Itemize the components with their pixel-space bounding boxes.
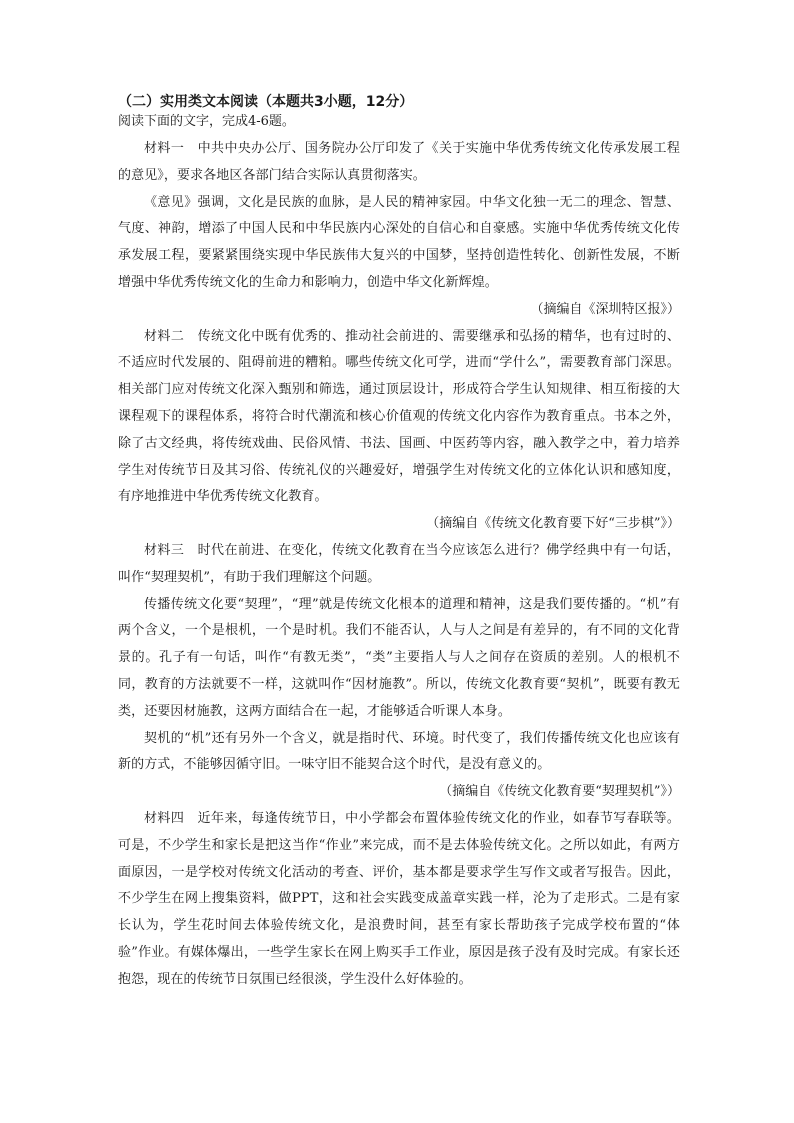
section-instruction: 阅读下面的文字，完成4-6题。 (118, 114, 295, 129)
material-3 (118, 538, 680, 806)
material-3-paragraph-2: 传播传统文化要“契理”，“理”就是传统文化根本的道理和精神，这是我们要传播的。“机”有两个含义，一个是根机，一个是时机。我们不能否认，人与人之间是有差异的，有不同的文化背景的。孔子有一句话，叫作“有教无类”，“类”主要指人与人之间存在资质的差别。人的根机不同，教育的方法就要不一样，这就叫作“因材施教”。所以，传统文化教育要“契机”，既要有教无类，还要因材施教，这两方面结合在一起，才能够适合听课人本身。 (118, 596, 680, 719)
material-2 (118, 324, 680, 538)
material-2-source: （摘编自《传统文化教育要下好“三步棋”》） (426, 516, 680, 532)
material-4 (118, 806, 680, 994)
material-1-source: （摘编自《深圳特区报》） (530, 301, 680, 317)
material-3-source: （摘编自《传统文化教育要“契理契机”》） (439, 784, 680, 800)
material-3-paragraph-1: 材料三 时代在前进、在变化，传统文化教育在当今应该怎么进行？佛学经典中有一句话，叫作“契理契机”，有助于我们理解这个问题。 (118, 542, 680, 585)
material-2-paragraph-1: 材料二 传统文化中既有优秀的、推动社会前进的、需要继承和弘扬的精华，也有过时的、不适应时代发展的、阻碍前进的糟粕。哪些传统文化可学，进而“学什么”，需要教育部门深思。相关部门应对传统文化深入甄别和筛选，通过顶层设计，形成符合学生认知规律、相互衔接的大课程观下的课程体系，将符合时代潮流和核心价值观的传统文化内容作为教育重点。书本之外，除了古文经典，将传统戏曲、民俗风情、书法、国画、中医药等内容，融入教学之中，着力培养学生对传统节日及其习俗、传统礼仪的兴趣爱好，增强学生对传统文化的立体化认识和感知度，有序地推进中华优秀传统文化教育。 (118, 328, 680, 505)
material-1-paragraph-2: 《意见》强调，文化是民族的血脉，是人民的精神家园。中华文化独一无二的理念、智慧、气度、神韵，增添了中国人民和中华民族内心深处的自信心和自豪感。实施中华优秀传统文化传承发展工程，要紧紧围绕实现中华民族伟大复兴的中国梦，坚持创造性转化、创新性发展，不断增强中华优秀传统文化的生命力和影响力，创造中华文化新辉煌。 (118, 194, 680, 290)
reading-section (118, 92, 680, 994)
material-3-paragraph-3: 契机的“机”还有另外一个含义，就是指时代、环境。时代变了，我们传播传统文化也应该有新的方式，不能够因循守旧。一味守旧不能契合这个时代，是没有意义的。 (118, 730, 680, 773)
material-1-paragraph-1: 材料一 中共中央办公厅、国务院办公厅印发了《关于实施中华优秀传统文化传承发展工程的意见》，要求各地区各部门结合实际认真贯彻落实。 (118, 141, 680, 183)
section-heading: （二）实用类文本阅读（本题共3小题，12分） (118, 94, 414, 110)
material-4-paragraph-1: 材料四 近年来，每逢传统节日，中小学都会布置体验传统文化的作业，如春节写春联等。可是，不少学生和家长是把这当作“作业”来完成，而不是去体验传统文化。之所以如此，有两方面原因，一是学校对传统文化活动的考查、评价，基本都是要求学生写作文或者写报告。因此，不少学生在网上搜集资料，做PPT，这和社会实践变成盖章实践一样，沦为了走形式。二是有家长认为，学生花时间去体验传统文化，是浪费时间，甚至有家长帮助孩子完成学校布置的“体验”作业。有媒体爆出，一些学生家长在网上购买手工作业，原因是孩子没有及时完成。有家长还抱怨，现在的传统节日氛围已经很淡，学生没什么好体验的。 (118, 810, 680, 987)
material-1 (118, 136, 680, 324)
